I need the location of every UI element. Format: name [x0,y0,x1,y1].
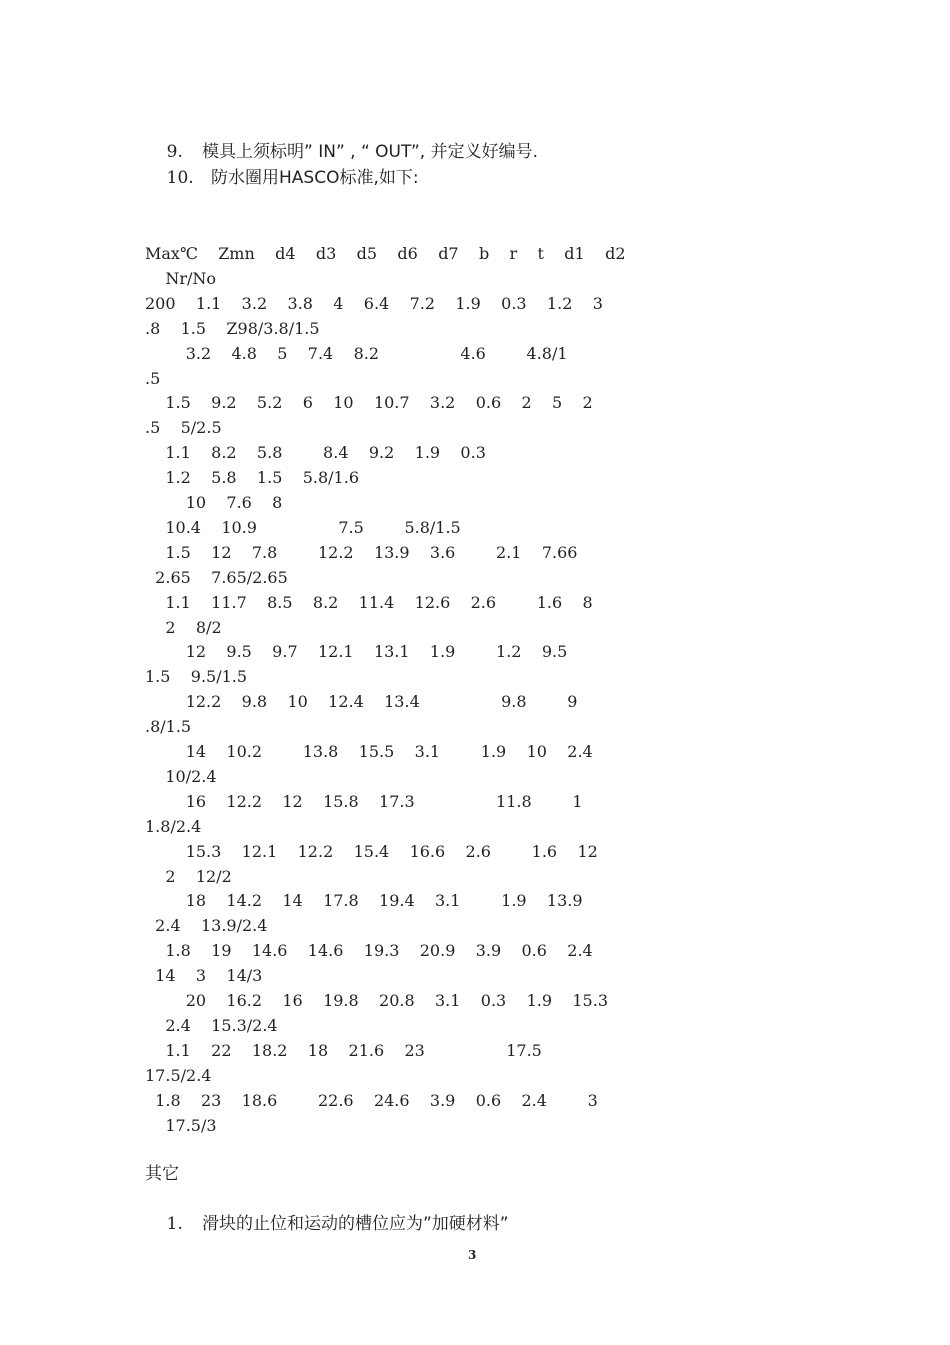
table-line: 2 8/2 [145,617,222,637]
table-line: Max℃ Zmn d4 d3 d5 d6 d7 b r t d1 d2 [145,244,626,263]
table-line: 17.5/2.4 [145,1065,212,1085]
table-line: 1.8 19 14.6 14.6 19.3 20.9 3.9 0.6 2.4 [145,941,593,961]
list-text: 防水圈用HASCO标准,如下: [211,168,419,188]
table-line: 1.1 11.7 8.5 8.2 11.4 12.6 2.6 1.6 8 [145,592,593,612]
list-item-other-1 [145,1187,509,1262]
table-line: 1.2 5.8 1.5 5.8/1.6 [145,468,359,488]
table-line: 10 7.6 8 [145,493,283,512]
table-line: 15.3 12.1 12.2 15.4 16.6 2.6 1.6 12 [145,841,598,861]
table-line: .8/1.5 [145,717,192,737]
table-line: 1.5 12 7.8 12.2 13.9 3.6 2.1 7.66 [145,542,578,562]
table-line: 200 1.1 3.2 3.8 4 6.4 7.2 1.9 0.3 1.2 3 [145,293,603,313]
table-line: 1.8/2.4 [145,816,202,836]
table-line: 12 9.5 9.7 12.1 13.1 1.9 1.2 9.5 [145,642,568,662]
table-line: 3.2 4.8 5 7.4 8.2 4.6 4.8/1 [145,343,568,363]
table-line: 1.5 9.2 5.2 6 10 10.7 3.2 0.6 2 5 2 [145,393,593,413]
table-line: 1.1 8.2 5.8 8.4 9.2 1.9 0.3 [145,443,486,463]
table-line: 2.4 13.9/2.4 [145,916,268,936]
table-line: 2.4 15.3/2.4 [145,1015,278,1035]
list-number: 10. [166,168,194,188]
table-line: 2.65 7.65/2.65 [145,567,288,587]
table-line: 17.5/3 [145,1115,217,1135]
table-line: 14 3 14/3 [145,966,263,986]
table-line: .5 [145,368,161,388]
table-line: 10.4 10.9 7.5 5.8/1.5 [145,517,461,537]
table-line: .5 5/2.5 [145,418,222,438]
table-line: 14 10.2 13.8 15.5 3.1 1.9 10 2.4 [145,742,593,761]
table-line: .8 1.5 Z98/3.8/1.5 [145,318,320,338]
table-line: 12.2 9.8 10 12.4 13.4 9.8 9 [145,692,578,712]
table-line: 10/2.4 [145,766,217,786]
list-number: 9. [166,142,183,162]
table-line: 1.8 23 18.6 22.6 24.6 3.9 0.6 2.4 3 [145,1090,598,1110]
table-line: Nr/No [145,268,217,288]
table-line: 16 12.2 12 15.8 17.3 11.8 1 [145,791,583,811]
table-line: 20 16.2 16 19.8 20.8 3.1 0.3 1.9 15.3 [145,991,608,1010]
list-text: 滑块的止位和运动的槽位应为”加硬材料” [202,1214,509,1234]
page-number: 3 [468,1248,477,1262]
table-line: 18 14.2 14 17.8 19.4 3.1 1.9 13.9 [145,891,583,911]
list-text: 模具上须标明” IN” , “ OUT”, 并定义好编号. [202,142,539,162]
table-line: 1.1 22 18.2 18 21.6 23 17.5 [145,1040,542,1060]
table-line: 2 12/2 [145,866,232,886]
section-heading-other: 其它 [145,1164,179,1184]
list-number: 1. [166,1214,183,1234]
table-line: 1.5 9.5/1.5 [145,667,248,687]
